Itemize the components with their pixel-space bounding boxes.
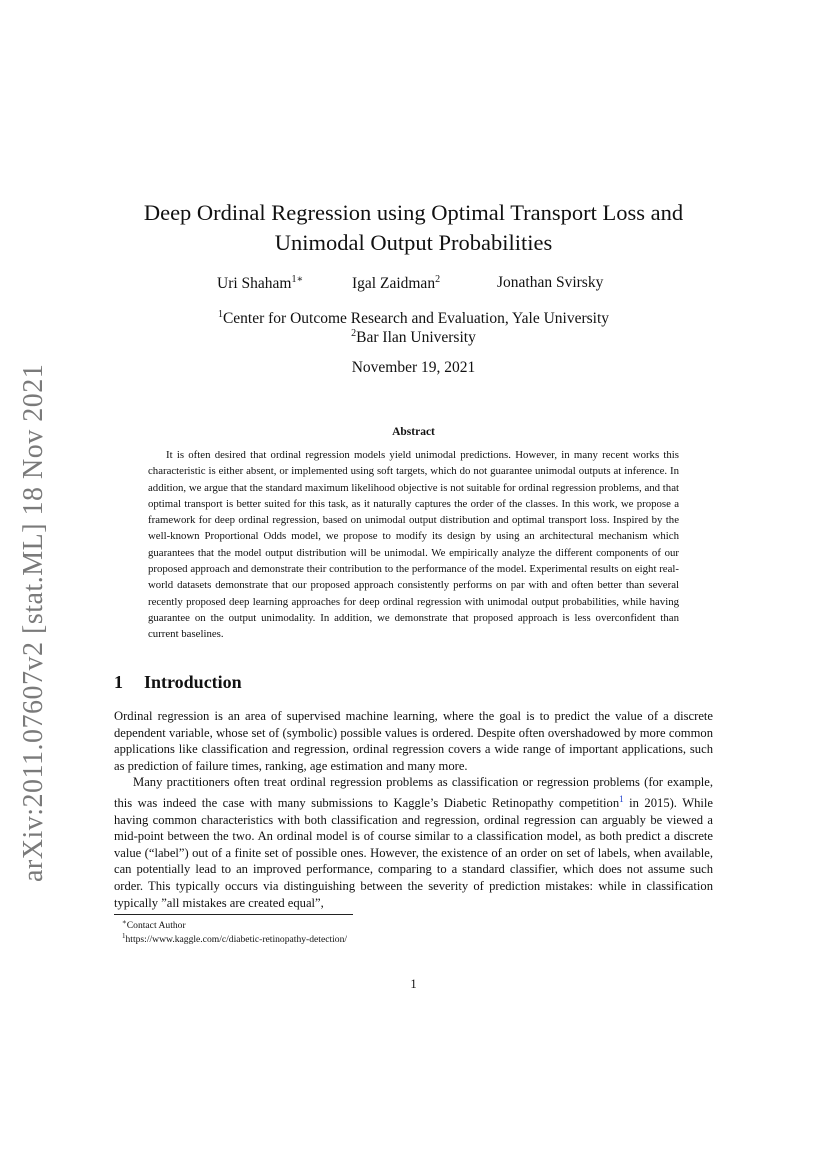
footnote-contact: ∗Contact Author [122, 918, 186, 931]
publication-date: November 19, 2021 [351, 359, 476, 376]
affiliation-2: $^2$Bar Ilan University [351, 328, 476, 346]
footnote-link-1[interactable]: 1 [619, 793, 624, 804]
author-list [0, 274, 827, 296]
footnote-divider [114, 914, 353, 915]
author-2: Igal Zaidman$^2$ [352, 274, 441, 292]
section-title: Introduction [144, 672, 242, 692]
paper-title [100, 198, 727, 258]
section-heading-introduction [114, 672, 242, 693]
author-3: Jonathan Svirsky [497, 274, 604, 291]
introduction-body [114, 708, 713, 911]
title-line-1: Deep Ordinal Regression using Optimal Transport Loss and [143, 200, 684, 225]
intro-paragraph-1: Ordinal regression is an area of supervised machine learning, where the goal is to predict the value of a discrete dependent variable, whose set of (symbolic) possible values is ordered. Despite often overshadowed by more common applications like classification and regression, ordinal regression covers a wide range of important applications, such as prediction of failure times, ranking, age estimation and many more. [114, 709, 713, 773]
title-line-2: Unimodal Output Probabilities [274, 230, 553, 255]
intro-paragraph-2: Many practitioners often treat ordinal regression problems as classification or regression problems (for example, this was indeed the case with many submissions to Kaggle’s Diabetic Retinopathy competition$^1$ in 2015). While having common characteristics with both classification and regression, ordinal regression can arguably be viewed a mid-point between the two. An ordinal model is of course similar to a classification model, as both predict a discrete value (“label”) out of a finite set of possible ones. However, the existence of an order on set of labels, when available, can potentially lead to an improved performance, comparing to a standard classifier, which does not assume such order. This typically occurs via distinguishing between the severity of prediction mistakes: while in classification typically ”all mistakes are created equal”, [114, 775, 713, 910]
abstract-heading: Abstract [392, 426, 435, 438]
arxiv-identifier-stamp: arXiv:2011.07607v2 [stat.ML] 18 Nov 2021 [18, 363, 49, 883]
affiliation-1: $^1$Center for Outcome Research and Evaluation, Yale University [217, 309, 610, 327]
page-number: 1 [410, 977, 417, 991]
footnote-url: $^1$https://www.kaggle.com/c/diabetic-retinopathy-detection/ [122, 932, 348, 945]
section-number: 1 [114, 672, 123, 692]
author-1: Uri Shaham$^{1∗}$ [217, 274, 304, 292]
abstract-text: It is often desired that ordinal regression models yield unimodal predictions. However, in many recent works this characteristic is either absent, or implemented using soft targets, which do not guarantee unimodal outputs at inference. In addition, we argue that the standard maximum likelihood objective is not suitable for ordinal regression problems, and that optimal transport is better suited for this task, as it naturally captures the order of the classes. In this work, we propose a framework for deep ordinal regression, based on unimodal output distribution and optimal transport loss. Inspired by the well-known Proportional Odds model, we propose to modify its design by using an architectural mechanism which guarantees that the model output distribution will be unimodal. We empirically analyze the different components of our proposed approach and demonstrate their contribution to the performance of the model. Experimental results on eight real-world datasets demonstrate that our proposed approach consistently performs on par with and often better than several recently proposed deep learning approaches for deep ordinal regression with unimodal output probabilities, while having guarantee on the output unimodality. In addition, we demonstrate that proposed approach is less overconfident than current baselines. [148, 449, 679, 641]
